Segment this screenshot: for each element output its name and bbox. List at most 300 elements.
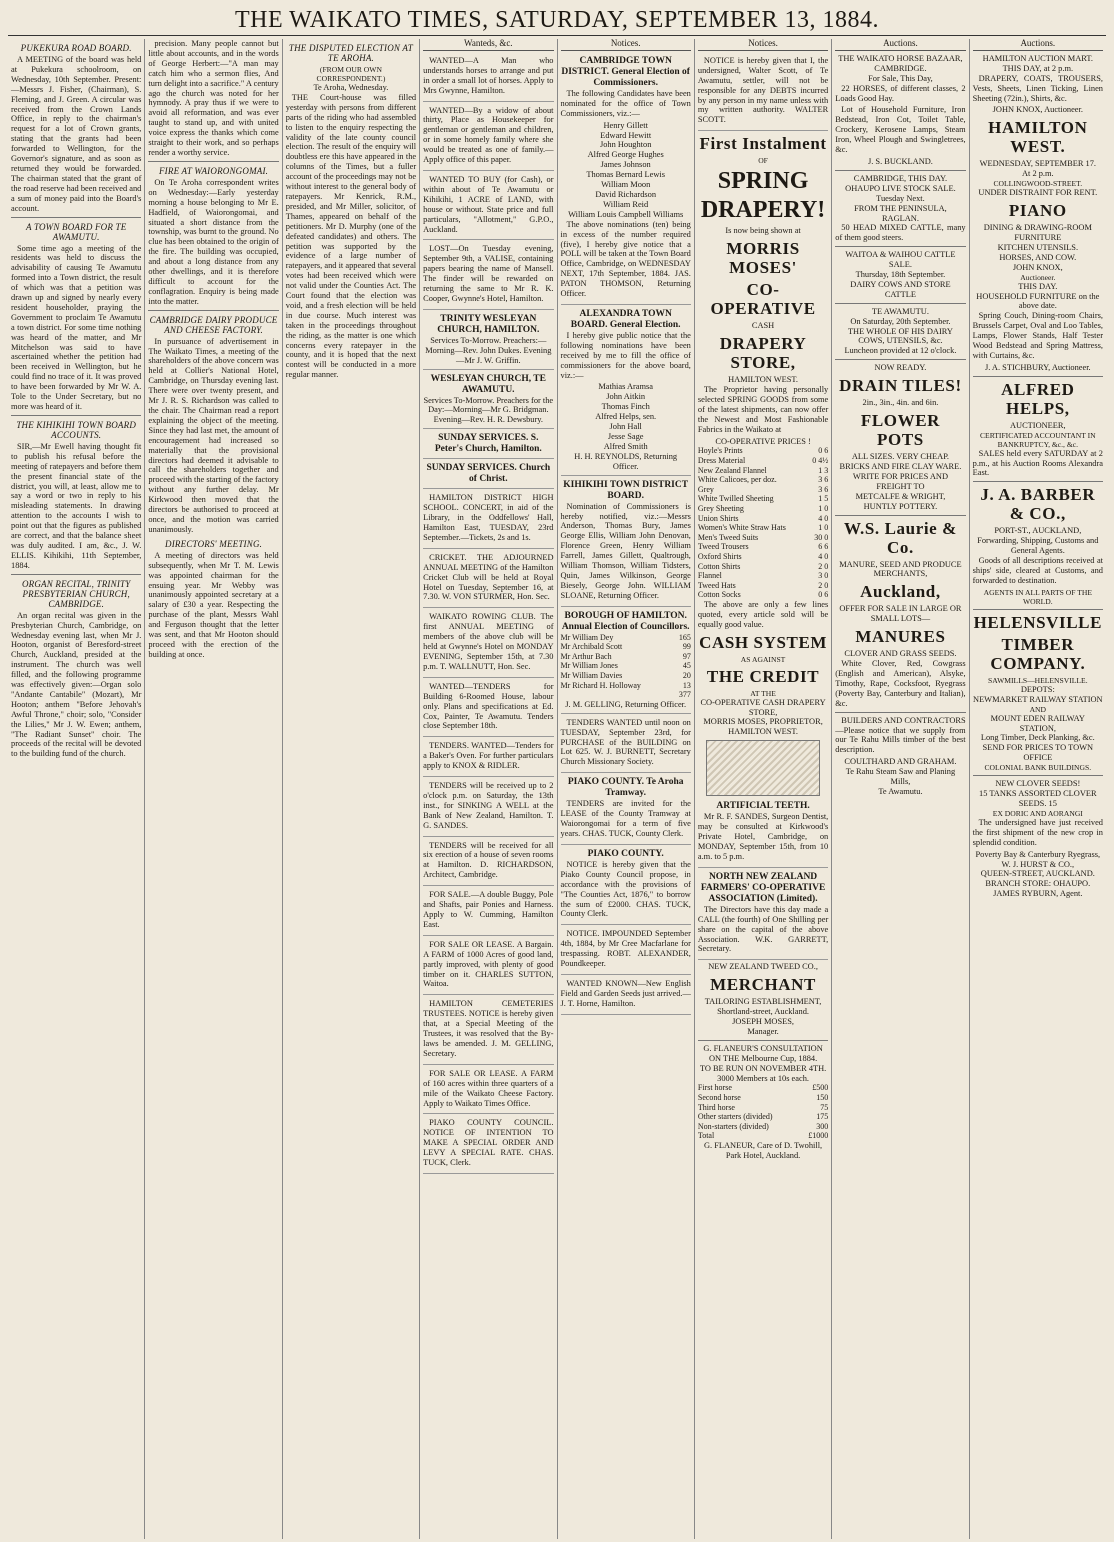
- ad-headline: TAILORING ESTABLISHMENT,: [704, 997, 822, 1007]
- price-item: Grey: [697, 484, 714, 494]
- sale-notice: [423, 938, 553, 996]
- ad-text: The Proprietor having personally selected SPRING GOODS from some of the latest shipments, can now offer the Newest and Most Fashionable Fabrics in the Waikato at: [697, 384, 829, 434]
- price-row: [698, 590, 828, 600]
- prize-amount: £1000: [808, 1131, 829, 1141]
- ad-headline: First Instalment: [699, 134, 827, 154]
- dentist-notice: [698, 799, 828, 868]
- divider: [973, 481, 1103, 482]
- ad-title: ALEXANDRA TOWN BOARD. General Election.: [570, 308, 681, 330]
- divider: [11, 217, 141, 218]
- ad-headline: THE WAIKATO HORSE BAZAAR, CAMBRIDGE.: [838, 53, 963, 73]
- article-dateline: Te Aroha, Wednesday.: [313, 83, 389, 92]
- ad-headline: SEND FOR PRICES TO TOWN OFFICE: [982, 743, 1094, 763]
- article-heading: THE KIHIKIHI TOWN BOARD ACCOUNTS.: [16, 419, 137, 440]
- ad-text: FROM THE PENINSULA, RAGLAN.: [854, 203, 947, 223]
- candidate-name: Alfred Smith: [603, 441, 648, 451]
- rowing-notice: [423, 610, 553, 677]
- ad-headline: TE AWAMUTU.: [871, 306, 929, 316]
- price-value: 3 6: [818, 484, 829, 494]
- prize-row: [698, 1131, 828, 1141]
- ad-text: MOUNT EDEN RAILWAY STATION,: [990, 713, 1085, 733]
- price-row: [698, 552, 828, 562]
- price-value: 2 0: [818, 580, 829, 590]
- article-body: An organ recital was given in the Presbyterian Church, Cambridge, on Wednesday evening last, when Mr J. Hooton, organist of Beresford-street Church, Auckland, presided at the instrument. The church was well filled, and the following programme was effectively given:—Organ solo "Andante Cantabile" (Mozart), Mr Hooton; anthem "Before Jehovah's Awful Throne," choir; solo, "Consider the Lilies," Mr J. W. Ewen; anthem, "The Radiant Sunset" choir. The proceeds of the recital will be devoted to the building fund of the church.: [11, 610, 142, 759]
- election-notice: [561, 478, 691, 607]
- ad-text: QUEEN-STREET, AUCKLAND.: [980, 869, 1095, 879]
- price-row: [698, 485, 828, 495]
- vote-count: 165: [678, 632, 691, 642]
- tender-notice: [423, 839, 553, 887]
- price-value: 2 0: [818, 561, 829, 571]
- classified-ad: [423, 173, 553, 240]
- church-notice: [423, 431, 553, 459]
- ad-text: FOR SALE OR LEASE. A Bargain. A FARM of 1000 Acres of good land, partly improved, with plenty of good timber on it. CHARLES SUTTON, Waitoa.: [423, 939, 554, 989]
- ad-headline: OHAUPO LIVE STOCK SALE.: [845, 183, 956, 193]
- ad-headline: HUNTLY POTTERY.: [863, 501, 938, 511]
- ad-headline: Auckland,: [860, 582, 941, 602]
- ad-text: HORSES, AND COW.: [999, 252, 1077, 262]
- ad-signature: H. H. REYNOLDS, Returning Officer.: [574, 451, 678, 471]
- ad-text: Is now being shown at: [725, 226, 801, 236]
- prize-label: Third horse: [697, 1102, 735, 1112]
- price-row: [698, 571, 828, 581]
- ad-text: NOTICE is hereby given that the Piako County Council propose, in accordance with the provisions of "The Counties Act, 1876," to borrow the sum of £2000. CHAS. TUCK, County Clerk.: [560, 859, 691, 919]
- candidate-name: David Richardson: [595, 189, 657, 199]
- price-row: [698, 504, 828, 514]
- ad-text: The undersigned have just received the first shipment of the new crop in splendid condition.: [972, 817, 1103, 847]
- ad-headline: MORRIS MOSES': [726, 239, 800, 278]
- price-value: 1 3: [818, 465, 829, 475]
- cemetery-notice: [423, 997, 553, 1064]
- vote-count: 45: [682, 661, 691, 671]
- candidate-name: John Hall: [609, 422, 642, 432]
- vote-count: 99: [682, 642, 691, 652]
- price-value: 1 0: [818, 503, 829, 513]
- price-item: Grey Sheeting: [697, 503, 744, 513]
- ad-headline: CASH: [751, 321, 775, 331]
- divider: [835, 359, 965, 360]
- article-body: Some time ago a meeting of the residents was held to discuss the advisability of causing Te Awamutu formed into a Town district, the result of which was that a petition was drawn up and signed by nearly every resident householder, praying the Government to proclaim Te Awamutu a town district. For some time nothing was heard of the matter, and Mr Mitchelson was said to have ascertained whether the petition had been received in Wellington, but he could find no trace of it. It was proved to have been forwarded by Mr W. A. Tole to the Under Secretary, but no more was heard of it.: [11, 243, 142, 411]
- ad-text: SALES held every SATURDAY at 2 p.m., at his Auction Rooms Alexandra East.: [972, 448, 1103, 478]
- prize-amount: 300: [816, 1121, 829, 1131]
- church-notice: [423, 312, 553, 370]
- pound-notice: [561, 927, 691, 975]
- ad-text: Services To-Morrow. Preachers:—Morning—Rev. John Dukes. Evening—Mr J. W. Griffin.: [425, 335, 552, 365]
- ad-headline: PIANO: [1008, 201, 1067, 221]
- teeth-illustration: [706, 740, 820, 796]
- ad-headline: ALFRED HELPS,: [1001, 379, 1075, 418]
- ad-text: BUILDERS AND CONTRACTORS—Please notice that we supply from our Te Rahu Mills timber of the best description.: [835, 715, 966, 755]
- ad-headline: MERCHANT: [710, 975, 816, 995]
- ad-text: WRITE FOR PRICES AND FREIGHT TO: [852, 471, 949, 491]
- ad-text: FOR SALE.—A double Buggy, Pole and Shafts, pair Ponies and Harness. Apply to W. Cumming, Hamilton East.: [423, 890, 554, 929]
- candidate-name: Thomas Finch: [601, 402, 650, 412]
- ad-text: The Directors have this day made a CALL (the fourth) of One Shilling per share on the capital of the above Association. W.K. GARRETT, Secretary.: [697, 904, 829, 954]
- divider: [835, 712, 965, 713]
- candidate-name: William Moon: [601, 180, 651, 190]
- price-row: [698, 581, 828, 591]
- ad-headline: 15 TANKS ASSORTED CLOVER SEEDS. 15: [979, 789, 1097, 808]
- section-heading: Auctions.: [973, 39, 1103, 51]
- ad-headline: J. A. BARBER & CO.,: [980, 485, 1096, 524]
- divider: [698, 1040, 828, 1041]
- column-8: [970, 39, 1106, 1539]
- tender-notice: [423, 739, 553, 777]
- article-heading: PUKEKURA ROAD BOARD.: [20, 43, 132, 53]
- ad-text: 2in., 3in., 4in. and 6in.: [862, 398, 939, 408]
- article-body: On Te Aroha correspondent writes on Wednesday:—Early yesterday morning a house belonging to Mr E. Hadfield, of Waiorongomai, and situated a short distance from the township, was burnt to the ground. No clue has been obtained to the origin of the fire. The building was occupied, and about a long distance from any other dwellings, and it is therefore difficult to account for the conflagration. Enquiry is being made into the matter.: [148, 177, 279, 306]
- candidate-name: Mr Richard H. Holloway: [560, 680, 641, 690]
- ad-text: AND: [1029, 704, 1047, 714]
- ad-headline: On Saturday, 20th September.: [850, 316, 951, 326]
- divider: [148, 161, 278, 162]
- church-notice: [423, 372, 553, 430]
- price-item: Oxford Shirts: [697, 551, 742, 561]
- vote-row: [561, 661, 691, 671]
- ad-headline: G. FLANEUR'S CONSULTATION ON THE Melbourne Cup, 1884.: [703, 1043, 823, 1063]
- ad-headline: CASH SYSTEM: [699, 632, 828, 652]
- divider: [973, 609, 1103, 610]
- divider: [11, 415, 141, 416]
- prize-row: [698, 1103, 828, 1113]
- ad-title: CAMBRIDGE TOWN DISTRICT. General Election of Commissioners.: [561, 55, 690, 88]
- ad-text: WANTED—By a widow of about thirty, Place as Housekeeper for gentleman or gentleman and children, or in some homely family where she would be treated as one of family.—Apply office of this paper.: [423, 105, 554, 165]
- ad-text: DAIRY COWS AND STORE CATTLE: [850, 279, 951, 299]
- ad-headline: At 2 p.m.: [1021, 169, 1054, 179]
- church-notice: [423, 461, 553, 489]
- vote-total: 377: [678, 690, 691, 700]
- ad-text: Auctioneer.: [1020, 272, 1056, 282]
- ad-headline: MANURES: [855, 627, 946, 647]
- ad-title: PIAKO COUNTY. Te Aroha Tramway.: [567, 777, 684, 799]
- article-body: A meeting of directors was held subsequently, when Mr T. M. Lewis was appointed chairman for the ensuing year. Mr Webby was unanimously appointed secretary at a salary of £30 a year. Respecting the purchase of the plant, Messrs Wahl and Ferguson thought that the letter was sent, and that Mr Hooton should proceed with the erection of the building at once.: [148, 550, 279, 659]
- ad-text: TENDERS will be received for all six erection of a house of seven rooms at Hamilton. D. RICHARDSON, Architect, Cambridge.: [423, 840, 554, 880]
- candidate-name: Mr Arthur Bach: [560, 651, 612, 661]
- prize-label: Non-starters (divided): [697, 1121, 769, 1131]
- candidate-name: Edward Hewitt: [600, 130, 652, 140]
- article-heading: A TOWN BOARD FOR TE AWAMUTU.: [25, 221, 127, 242]
- ad-text: Goods of all descriptions received at ships' side, cleared at Customs, and forwarded to destination.: [972, 556, 1103, 585]
- ad-headline: Forwarding, Shipping, Customs and General Agents.: [977, 536, 1099, 556]
- vote-count: 20: [682, 671, 691, 681]
- price-item: Cotton Shirts: [697, 561, 741, 571]
- ad-text: Luncheon provided at 12 o'clock.: [844, 346, 957, 356]
- ad-headline: THE CREDIT: [706, 666, 820, 686]
- ad-text: The following Candidates have been nominated for the office of Town Commissioners, viz.:—: [560, 88, 691, 118]
- candidate-name: Mathias Aramsa: [598, 382, 654, 392]
- ad-text: AUCTIONEER,: [1010, 420, 1066, 430]
- price-value: 0 6: [818, 590, 829, 600]
- vote-row: [561, 671, 691, 681]
- ad-headline: NOW READY.: [874, 363, 927, 373]
- price-row: [698, 533, 828, 543]
- ad-text: EX DORIC AND AORANGI: [992, 808, 1083, 818]
- masthead: THE WAIKATO TIMES, SATURDAY, SEPTEMBER 13, 1884.: [8, 6, 1106, 36]
- section-heading: Notices.: [561, 39, 691, 51]
- ad-headline: OFFER FOR SALE IN LARGE OR SMALL LOTS—: [839, 604, 962, 624]
- ad-text: CRICKET. THE ADJOURNED ANNUAL MEETING of the Hamilton Cricket Club will be held at Royal Hotel on Tuesday, September 16, at 7.30. W. VON STURMER, Hon. Sec.: [423, 552, 554, 602]
- tender-notice: [561, 716, 691, 774]
- article-subheading: DIRECTORS' MEETING.: [165, 538, 263, 549]
- price-value: 6 6: [818, 542, 829, 552]
- price-value: 3 6: [818, 475, 829, 485]
- column-5: [558, 39, 695, 1539]
- ad-text: WEDNESDAY, SEPTEMBER 17.: [979, 159, 1096, 169]
- price-row: [698, 562, 828, 572]
- price-item: Hoyle's Prints: [697, 446, 743, 456]
- prize-label: Total: [697, 1131, 715, 1141]
- seed-notice: [561, 977, 691, 1015]
- ad-headline: Tuesday Next.: [876, 193, 925, 203]
- ad-text: WAIKATO ROWING CLUB. The first ANNUAL MEETING of members of the above club will be held at Gwynne's Hotel on MONDAY EVENING, September 15th, at 7.30 p.m. T. WALLNUTT, Hon. Sec.: [423, 612, 554, 671]
- price-item: Tweed Hats: [697, 580, 736, 590]
- ad-headline: HAMILTON WEST.: [988, 118, 1088, 157]
- ad-text: White Clover, Red, Cowgrass (English and American), Alsyke, Timothy, Rape, Cocksfoot, Ryegrass (Poverty Bay, Canterbury and Italian), &c.: [835, 659, 966, 708]
- divider: [835, 515, 965, 516]
- divider: [835, 246, 965, 247]
- ad-headline: HAMILTON AUCTION MART.: [982, 53, 1093, 63]
- ad-title: WESLEYAN CHURCH, TE AWAMUTU.: [430, 373, 546, 395]
- ad-text: Nomination of Commissioners is hereby notified, viz.:—Messrs Anderson, Thomas Bury, James George Ellis, William John Denovan, Florence Green, Henry William Farrell, James Gillett, Qualtrough, William Thomson, William Tidsters, Quin, James Wilkinson, George Biesely, George John. WILLIAM SLOANE, Returning Officer.: [560, 501, 691, 600]
- vote-row: [561, 633, 691, 643]
- price-item: Union Shirts: [697, 513, 739, 523]
- ad-text: MANURE, SEED AND PRODUCE MERCHANTS,: [839, 559, 962, 579]
- candidate-name: John Aitkin: [606, 392, 646, 402]
- price-item: White Calicoes, per doz.: [697, 475, 777, 485]
- ad-text: AS AGAINST: [740, 654, 786, 664]
- divider: [835, 170, 965, 171]
- debt-notice: [698, 54, 828, 131]
- price-value: 1 0: [818, 523, 829, 533]
- ad-text: LOST—On Tuesday evening, September 9th, a VALISE, containing papers bearing the name of Mansell. The finder will be rewarded on returning the same to Mr R. K. Cooper, Gwynne's Hotel, Hamilton.: [423, 244, 554, 303]
- ad-headline: DRAPERY!: [700, 197, 826, 224]
- ad-headline: DRAPERY STORE,: [719, 334, 807, 373]
- candidate-name: Alfred George Hughes: [587, 150, 664, 160]
- ad-text: WANTED KNOWN—New English Field and Garden Seeds just arrived.—J. T. Horne, Hamilton.: [560, 978, 691, 1008]
- divider: [835, 303, 965, 304]
- article-byline: (FROM OUR OWN CORRESPONDENT.): [316, 65, 386, 83]
- price-item: Flannel: [697, 571, 722, 581]
- price-value: 4 0: [818, 551, 829, 561]
- article-body: In pursuance of advertisement in The Waikato Times, a meeting of the shareholders of the above concern was held at Collier's National Hotel, Cambridge, on Thursday evening last. There were over twenty present, and Mr J. R. S. Richardson was called to the chair. The Chairman read a report explaining the object of the meeting. Since they had last met, the amount of encouragement had increased so materially that the provisional directors had deemed it advisable to call the shareholders together and proceed with the starting of the factory without any further delay. Mr Kirkwood then moved that the directors be authorised to proceed at once, and the motion was carried unanimously.: [148, 336, 279, 534]
- price-row: [698, 542, 828, 552]
- association-notice: [698, 870, 828, 961]
- ad-headline: NEW ZEALAND TWEED CO.,: [708, 962, 818, 972]
- ad-headline: TIMBER COMPANY.: [990, 634, 1086, 673]
- prize-amount: £500: [812, 1083, 829, 1093]
- ad-text: Te Awamutu.: [878, 786, 923, 796]
- ad-text: Spring Couch, Dining-room Chairs, Brussels Carpet, Oval and Loo Tables, Lamps, Flower Stands, Half Tester Wood Bedstead and Spring Mattress, with Curtains, &c.: [972, 311, 1103, 360]
- council-notice: [561, 775, 691, 845]
- section-heading: Notices.: [698, 39, 828, 51]
- ad-headline: CO-OPERATIVE: [710, 280, 816, 319]
- classified-ad: [423, 242, 553, 309]
- price-value: 4 0: [818, 513, 829, 523]
- ad-text: ALL SIZES. VERY CHEAP.: [851, 452, 950, 462]
- ad-text: The above are only a few lines quoted, every article sold will be equally good value.: [697, 599, 829, 629]
- ad-text: NOTICE. IMPOUNDED September 4th, 1884, by Mr Cree Macfarlane for trespassing. ROBT. ALEXANDER, Poundkeeper.: [560, 929, 691, 969]
- price-item: White Twilled Sheeting: [697, 494, 774, 504]
- price-row: [698, 475, 828, 485]
- ad-headline: METCALFE & WRIGHT,: [855, 491, 946, 501]
- price-item: Women's White Straw Hats: [697, 523, 786, 533]
- prize-amount: 150: [816, 1093, 829, 1103]
- vote-count: 97: [682, 651, 691, 661]
- ad-signature: JOHN KNOX,: [1012, 262, 1063, 272]
- ad-text: NOTICE is hereby given that I, the undersigned, Walter Scott, of Te Awamutu, settler, will not be responsible for any DEBTS incurred by any person in my name unless with my written authority. WALTER SCOTT.: [697, 55, 829, 125]
- ad-title: NORTH NEW ZEALAND FARMERS' CO-OPERATIVE ASSOCIATION (Limited).: [700, 871, 826, 904]
- column-4: [420, 39, 557, 1539]
- ad-text: Mr R. F. SANDES, Surgeon Dentist, may be consulted at Kirkwood's Private Hotel, Cambridge, on MONDAY, September 15th, from 10 a.m. to 5 p.m.: [697, 812, 829, 861]
- ad-headline: JOSEPH MOSES,: [732, 1017, 795, 1027]
- ad-text: COLLINGWOOD-STREET.: [993, 179, 1083, 189]
- ad-signature: J. M. GELLING, Returning Officer.: [565, 699, 687, 709]
- vote-count: 13: [682, 680, 691, 690]
- prize-row: [698, 1083, 828, 1093]
- price-item: Tweed Trousers: [697, 542, 749, 552]
- ad-title: TRINITY WESLEYAN CHURCH, HAMILTON.: [437, 313, 540, 335]
- ad-text: TO BE RUN ON NOVEMBER 4TH. 3000 Members at 10s each.: [699, 1063, 827, 1083]
- ad-text: THIS DAY, at 2 p.m.: [1002, 63, 1074, 73]
- ad-text: WANTED TO BUY (for Cash), or within about of Te Awamutu or Kihikihi, 1 ACRE of LAND, with house or without. State price and full particulars, "Allotment," G.P.O., Auckland.: [423, 174, 554, 234]
- ad-headline: HAMILTON WEST.: [728, 727, 799, 737]
- ad-headline: WAITOA & WAIHOU CATTLE SALE.: [845, 250, 956, 270]
- ad-headline: NEW CLOVER SEEDS!: [995, 779, 1081, 789]
- ad-title: SUNDAY SERVICES. S. Peter's Church, Hamilton.: [434, 433, 542, 455]
- council-notice: [423, 1116, 553, 1174]
- ad-text: SAWMILLS—HELENSVILLE.: [988, 675, 1088, 685]
- ad-signature: JAMES RYBURN, Agent.: [993, 889, 1083, 899]
- price-list-title: CO-OPERATIVE PRICES !: [715, 436, 811, 446]
- ad-text: AGENTS IN ALL PARTS OF THE WORLD.: [983, 587, 1092, 606]
- ad-headline: W.S. Laurie & Co.: [843, 518, 957, 557]
- ad-text: THIS DAY.: [1018, 281, 1058, 291]
- divider: [973, 775, 1103, 776]
- article-body: A MEETING of the board was held at Pukekura schoolroom, on Wednesday, 10th September. Present:—Messrs J. Fisher, (Chairman), S. Fleming, and J. Green. A circular was received from the Crown Lands Office, in reply to the chairman's request for a lot of Crown grants, stating that the grants had been forwarded to Wellington, for the Governor's signature, and as soon as returned they would be forwarded. The chairman stated that the grant of the road reserve had been received and a sum of money paid into the Board's account.: [11, 55, 142, 213]
- prize-amount: 75: [820, 1102, 829, 1112]
- section-heading: Wanteds, &c.: [423, 39, 553, 51]
- article-body: SIR,—Mr Ewell having thought fit to publish his refusal before the meeting of ratepayers and before them the present financial state of the district, you will, at least, allow me to say a word or two in reply to his misleading statements. In drawing attention to the accounts I wish to point out that the figures as published are correct, and that the balance sheet was duly audited. I am, &c., J. W. ELLIS. Kihikihi, 11th September, 1884.: [11, 441, 142, 570]
- price-row: [698, 514, 828, 524]
- candidate-name: Thomas Bernard Lewis: [586, 170, 665, 180]
- ad-text: TENDERS. WANTED—Tenders for a Baker's Oven. For further particulars apply to KNOX & RIDLER.: [423, 741, 554, 771]
- ad-text: HAMILTON DISTRICT HIGH SCHOOL. CONCERT, in aid of the Library, in the Oddfellows' Hall, Hamilton East, TUESDAY, 23rd September.—Tickets, 2s and 1s.: [423, 493, 554, 542]
- price-row: [698, 456, 828, 466]
- candidate-name: William Reid: [603, 199, 649, 209]
- price-row: [698, 523, 828, 533]
- concert-notice: [423, 491, 553, 549]
- prize-label: Other starters (divided): [697, 1112, 773, 1122]
- candidate-name: Mr William Dey: [560, 632, 614, 642]
- ad-text: KITCHEN UTENSILS.: [997, 242, 1079, 252]
- ad-text: Shortland-street, Auckland.: [717, 1007, 809, 1017]
- ad-headline: HELENSVILLE: [973, 612, 1103, 632]
- election-result: [561, 609, 691, 714]
- ad-text: The above nominations (ten) being in excess of the number required (five), I hereby give notice that a POLL will be taken at the Town Board Office, Cambridge, on WEDNESDAY NEXT, 17th September, 1884. JAS. PATON THOMSON, Returning Officer.: [560, 219, 691, 299]
- election-notice: [561, 54, 691, 305]
- ad-headline: DEPOTS:: [1020, 684, 1055, 694]
- article-body: THE Court-house was filled yesterday with persons from different parts of the riding who had assembled to listen to the enquiry respecting the validity of the late county council election. The result of the enquiry will doubtless ere this have appeared in the columns of the Times, but a fuller account of the proceedings may not be without interest to the general body of ratepayers. Mr Kenrick, R.M., presided, and Mr Miller, solicitor, of Thames, appeared on behalf of the petitioners. Mr D. Murphy (one of the defeated candidates) and others. The petition was supported by the evidence of a large number of ratepayers, and it appeared that several votes had been received which were not valid under the Counties Act. The Court found that the election was void, and a fresh election will be held in due course. Much interest was taken in the proceedings throughout the riding, as the matter is one which concerns every ratepayer in the county, and it is hoped that the next contest will be conducted in a more regular manner.: [285, 92, 417, 380]
- sale-notice: [423, 1067, 553, 1115]
- ad-headline: For Sale, This Day,: [868, 73, 933, 83]
- price-row: [698, 446, 828, 456]
- prize-row: [698, 1112, 828, 1122]
- divider: [11, 574, 141, 575]
- article-heading: FIRE AT WAIORONGOMAI.: [158, 165, 269, 176]
- ad-text: WANTED—A Man who understands horses to arrange and put in order a small lot of horses. Apply to Mrs Gwynne, Hamilton.: [423, 55, 554, 95]
- candidate-name: Mr Archibald Scott: [560, 642, 623, 652]
- ad-text: 50 HEAD MIXED CATTLE, many of them good steers.: [835, 223, 966, 243]
- ad-title: SUNDAY SERVICES. Church of Christ.: [426, 463, 551, 485]
- price-value: 0 6: [818, 446, 829, 456]
- divider: [973, 376, 1103, 377]
- ad-text: TENDERS are invited for the LEASE of the County Tramway at Waiorongomai for a term of five years. CHAS. TUCK, County Clerk.: [560, 799, 691, 838]
- section-heading: Auctions.: [835, 39, 965, 51]
- tender-notice: [423, 779, 553, 837]
- price-row: [698, 466, 828, 476]
- candidate-name: William Louis Campbell Williams: [568, 209, 684, 219]
- columns: [8, 39, 1106, 1539]
- sale-notice: [423, 888, 553, 936]
- divider: [148, 310, 278, 311]
- vote-row: [561, 642, 691, 652]
- vote-row: [561, 681, 691, 691]
- ad-text: THE WHOLE OF HIS DAIRY COWS, UTENSILS, &c.: [847, 326, 953, 346]
- ad-headline: Poverty Bay & Canterbury Ryegrass,: [975, 849, 1101, 859]
- ad-text: NEWMARKET RAILWAY STATION: [973, 694, 1103, 704]
- classified-ad: [423, 680, 553, 738]
- column-7: [832, 39, 969, 1539]
- ad-text: PORT-ST., AUCKLAND,: [994, 526, 1082, 536]
- prize-row: [698, 1122, 828, 1132]
- ad-headline: CAMBRIDGE, THIS DAY.: [853, 173, 948, 183]
- ad-text: TENDERS WANTED until noon on TUESDAY, September 23rd, for PURCHASE of the BUILDING on Lot 625. W. J. BURNETT, Secretary Church Missionary Society.: [560, 717, 691, 767]
- price-value: 30 0: [814, 532, 829, 542]
- ad-text: HAMILTON CEMETERIES TRUSTEES. NOTICE is hereby given that, at a Special Meeting of the Trustees, it was resolved that the By-laws be amended. J. M. GELLING, Secretary.: [423, 999, 554, 1058]
- prize-label: First horse: [697, 1083, 732, 1093]
- column-3: [283, 39, 420, 1539]
- ad-headline: HOUSEHOLD FURNITURE on the above date.: [976, 291, 1100, 311]
- candidate-name: Mr William Davies: [560, 671, 623, 681]
- classified-ad: [423, 54, 553, 102]
- candidate-name: John Houghton: [599, 140, 652, 150]
- prize-amount: 175: [816, 1112, 829, 1122]
- price-item: Men's Tweed Suits: [697, 532, 759, 542]
- price-item: Cotton Socks: [697, 590, 741, 600]
- candidate-name: Mr William Jones: [560, 661, 618, 671]
- ad-headline: UNDER DISTRAINT FOR RENT.: [978, 188, 1098, 198]
- ad-text: AT THE: [750, 688, 776, 698]
- ad-text: DRAPERY, COATS, TROUSERS, Vests, Sheets, Linen Ticking, Linen Sheeting (72in.), Shirts, &c.: [972, 73, 1103, 103]
- column-2: [145, 39, 282, 1539]
- ad-signature: G. FLANEUR, Care of D. Twohill, Park Hotel, Auckland.: [703, 1141, 823, 1160]
- article-heading: ORGAN RECITAL, TRINITY PRESBYTERIAN CHURCH, CAMBRIDGE.: [21, 578, 131, 609]
- candidate-name: James Johnson: [600, 160, 651, 170]
- ad-text: I hereby give public notice that the following nominations have been received by me to fill the office of commissioners for the above board, viz.:—: [560, 330, 691, 380]
- ad-headline: SPRING: [717, 168, 809, 195]
- ad-headline: DRAIN TILES!: [839, 376, 962, 396]
- vote-total-row: [561, 690, 691, 700]
- ad-text: Lot of Household Furniture, Iron Bedstead, Iron Cot, Toilet Table, Crockery, Kerosene Lamps, Steam Iron, Wheel Plough and Swingletrees, &c.: [835, 105, 966, 155]
- price-item: Dress Material: [697, 456, 746, 465]
- classified-ad: [423, 104, 553, 171]
- ad-title: PIAKO COUNTY.: [587, 848, 664, 859]
- ad-headline: COULTHARD AND GRAHAM.: [844, 757, 957, 767]
- ad-text: BRANCH STORE: OHAUPO.: [985, 879, 1091, 889]
- column-1: [8, 39, 145, 1539]
- ad-headline: BRICKS AND FIRE CLAY WARE.: [839, 462, 962, 471]
- price-row: [698, 494, 828, 504]
